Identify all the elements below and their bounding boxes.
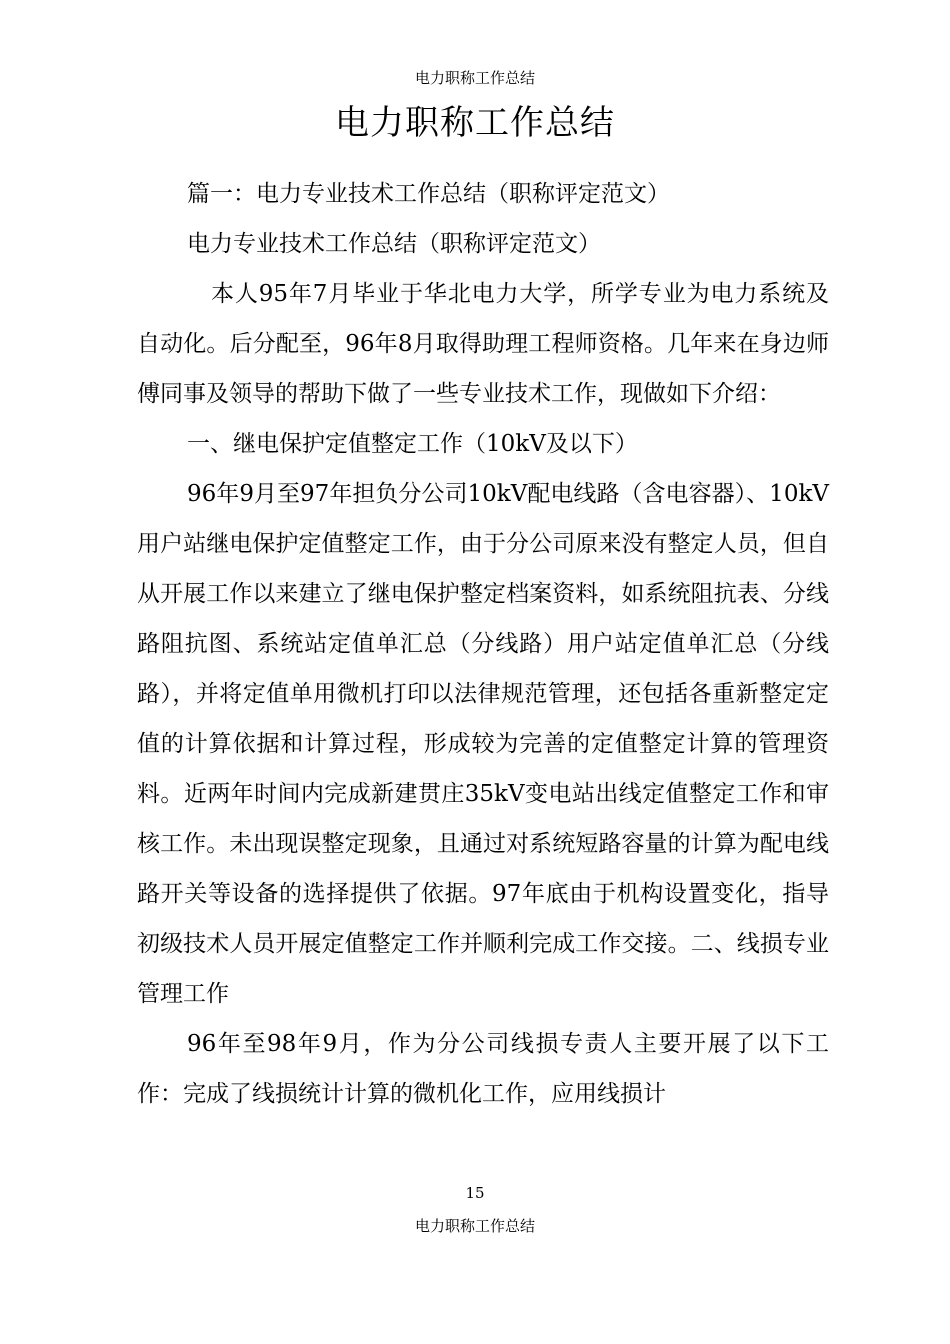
body-paragraph: 96年9月至97年担负分公司10kV配电线路（含电容器）、10kV用户站继电保护定值整定工作，由于分公司原来没有整定人员，但自从开展工作以来建立了继电保护整定档案资料，如系统阻抗表、分线路阻抗图、系统站定值单汇总（分线路）用户站定值单汇总（分线路），并将定值单用微机打印以法律规范管理，还包括各重新整定定值的计算依据和计算过程，形成较为完善的定值整定计算的管理资料。近两年时间内完成新建贯庄35kV变电站出线定值整定工作和审核工作。未出现误整定现象，且通过对系统短路容量的计算为配电线路开关等设备的选择提供了依据。97年底由于机构设置变化，指导初级技术人员开展定值整定工作并顺利完成工作交接。二、线损专业管理工作 (137, 481, 829, 1007)
subsection-heading: 一、继电保护定值整定工作（10kV及以下） (187, 431, 638, 457)
body-paragraph: 96年至98年9月，作为分公司线损专责人主要开展了以下工作：完成了线损统计计算的微机化工作，应用线损计 (137, 1031, 829, 1107)
section-heading: 篇一：电力专业技术工作总结（职称评定范文） (187, 181, 670, 207)
running-footer: 电力职称工作总结 (414, 1217, 535, 1235)
body-paragraph: 本人95年7月毕业于华北电力大学，所学专业为电力系统及自动化。后分配至，96年8月取得助理工程师资格。几年来在身边师傅同事及领导的帮助下做了一些专业技术工作，现做如下介绍： (137, 281, 829, 407)
article-title: 电力专业技术工作总结（职称评定范文） (187, 231, 601, 257)
document-title: 电力职称工作总结 (335, 103, 615, 143)
page-number: 15 (465, 1184, 485, 1202)
running-header: 电力职称工作总结 (414, 69, 535, 87)
document-body (137, 169, 829, 1119)
